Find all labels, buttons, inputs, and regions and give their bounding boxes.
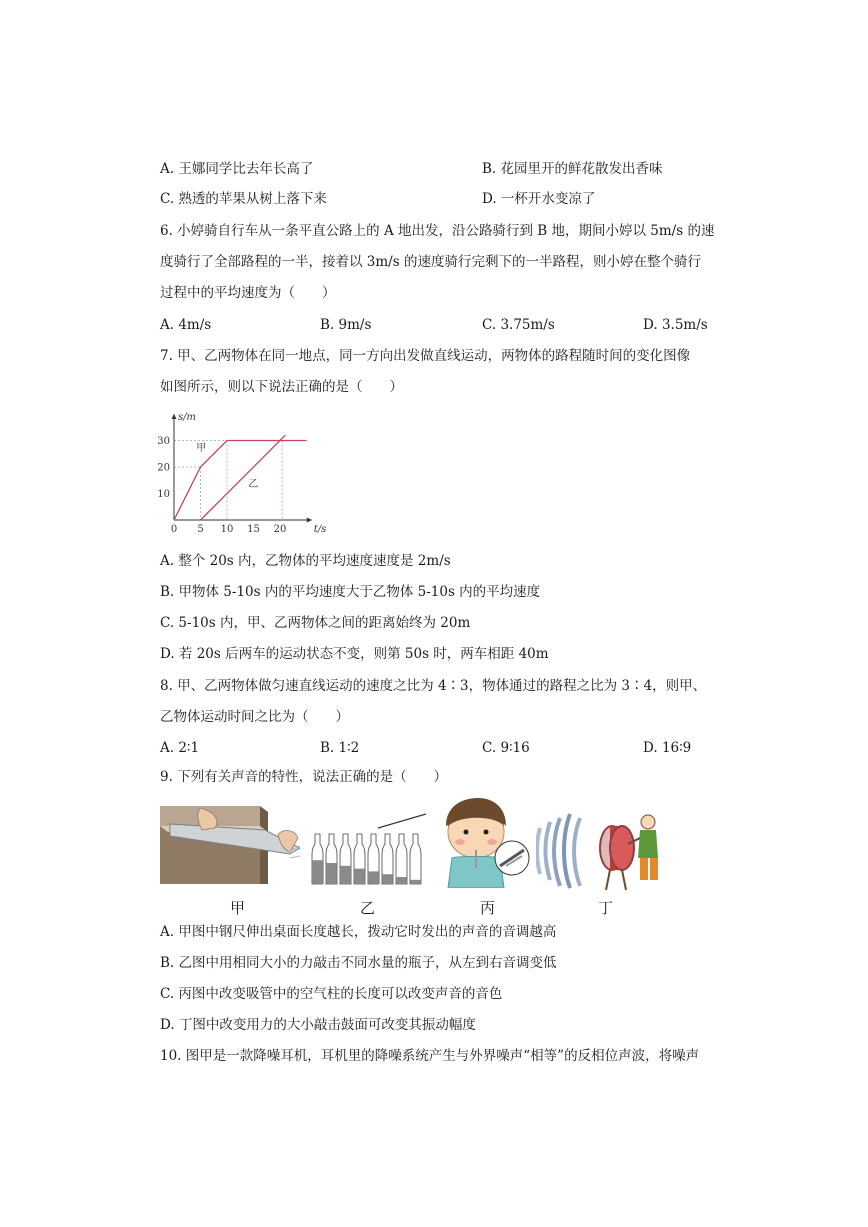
bottle-icon <box>368 834 379 884</box>
bottle-icon <box>410 834 421 884</box>
q9-option-d: D. 丁图中改变用力的大小敲击鼓面可改变其振动幅度 <box>160 1017 476 1033</box>
bottle-icon <box>312 834 323 884</box>
x-axis-arrow <box>307 518 312 523</box>
q9-option-a: A. 甲图中钢尺伸出桌面长度越长，拨动它时发出的声音的音调越高 <box>160 924 557 940</box>
q7-stem-line2: 如图所示，则以下说法正确的是（ ） <box>160 379 403 395</box>
x-axis-label: t/s <box>313 524 327 535</box>
x-tick-label: 5 <box>197 524 204 535</box>
x-tick-label: 0 <box>170 524 178 535</box>
boy-straw-illustration <box>432 796 532 888</box>
y-tick-label: 10 <box>157 489 170 500</box>
q6-stem-line2: 度骑行了全部路程的一半，接着以 3m/s 的速度骑行完剩下的一半路程，则小婷在整个骑行 <box>160 254 701 270</box>
q7-stem-line1: 7. 甲、乙两物体在同一地点，同一方向出发做直线运动，两物体的路程随时间的变化图像 <box>160 348 691 364</box>
figure-label-jia: 甲 <box>230 899 246 917</box>
q5-option-a: A. 王娜同学比去年长高了 <box>160 161 314 177</box>
bottle-icon <box>382 834 393 884</box>
series-label-yi: 乙 <box>248 478 259 490</box>
q8-option-a: A. 2∶1 <box>160 740 200 756</box>
figure-label-yi: 乙 <box>360 899 376 917</box>
q5-option-c: C. 熟透的苹果从树上落下来 <box>160 191 327 207</box>
q9-option-b: B. 乙图中用相同大小的力敲击不同水量的瓶子，从左到右音调变低 <box>160 955 557 971</box>
bottle-icon <box>340 834 351 884</box>
q8-stem-line1: 8. 甲、乙两物体做匀速直线运动的速度之比为 4∶3，物体通过的路程之比为 3∶4，则甲、 <box>160 678 707 694</box>
figure-label-bing: 丙 <box>480 899 496 917</box>
ruler-on-desk-illustration <box>160 806 300 886</box>
q8-option-b: B. 1∶2 <box>320 740 360 756</box>
q8-option-d: D. 16∶9 <box>643 740 692 756</box>
q8-option-c: C. 9∶16 <box>482 740 530 756</box>
q9-option-c: C. 丙图中改变吸管中的空气柱的长度可以改变声音的音色 <box>160 986 503 1002</box>
q5-option-d: D. 一杯开水变凉了 <box>482 191 596 207</box>
series-label-jia: 甲 <box>196 443 207 455</box>
y-axis-label: s/m <box>178 412 196 423</box>
bottle-icon <box>354 834 365 884</box>
q6-option-a: A. 4m/s <box>160 317 212 333</box>
y-axis-arrow <box>172 414 177 419</box>
bottle-icon <box>396 834 407 884</box>
y-tick-label: 30 <box>157 436 170 447</box>
y-tick-label: 20 <box>157 462 170 474</box>
x-tick-label: 20 <box>273 524 287 535</box>
q8-stem-line2: 乙物体运动时间之比为（ ） <box>160 709 349 725</box>
q10-stem-line1: 10. 图甲是一款降噪耳机，耳机里的降噪系统产生与外界噪声“相等”的反相位声波，将噪声 <box>160 1048 700 1064</box>
water-bottles-illustration <box>308 812 428 886</box>
q5-option-b: B. 花园里开的鲜花散发出香味 <box>482 161 663 177</box>
x-tick-label: 15 <box>247 524 260 535</box>
q6-option-c: C. 3.75m/s <box>482 317 555 333</box>
q9-stem: 9. 下列有关声音的特性，说法正确的是（ ） <box>160 769 448 785</box>
q7-option-c: C. 5-10s 内，甲、乙两物体之间的距离始终为 20m <box>160 615 471 631</box>
series-line-yi <box>201 435 286 520</box>
q7-option-d: D. 若 20s 后两车的运动状态不变，则第 50s 时，两车相距 40m <box>160 646 549 662</box>
q6-option-b: B. 9m/s <box>320 317 372 333</box>
drum-illustration <box>536 808 666 890</box>
q7-option-a: A. 整个 20s 内，乙物体的平均速度速度是 2m/s <box>160 553 451 569</box>
figure-label-ding: 丁 <box>598 899 614 917</box>
q7-option-b: B. 甲物体 5-10s 内的平均速度大于乙物体 5-10s 内的平均速度 <box>160 584 541 600</box>
q7-distance-time-chart <box>150 402 330 542</box>
x-tick-label: 10 <box>220 524 234 535</box>
q6-stem-line1: 6. 小婷骑自行车从一条平直公路上的 A 地出发，沿公路骑行到 B 地，期间小婷以 5m/s 的速 <box>160 223 715 239</box>
bottle-icon <box>326 834 337 884</box>
q6-stem-line3: 过程中的平均速度为（ ） <box>160 285 336 301</box>
q6-option-d: D. 3.5m/s <box>643 317 708 333</box>
